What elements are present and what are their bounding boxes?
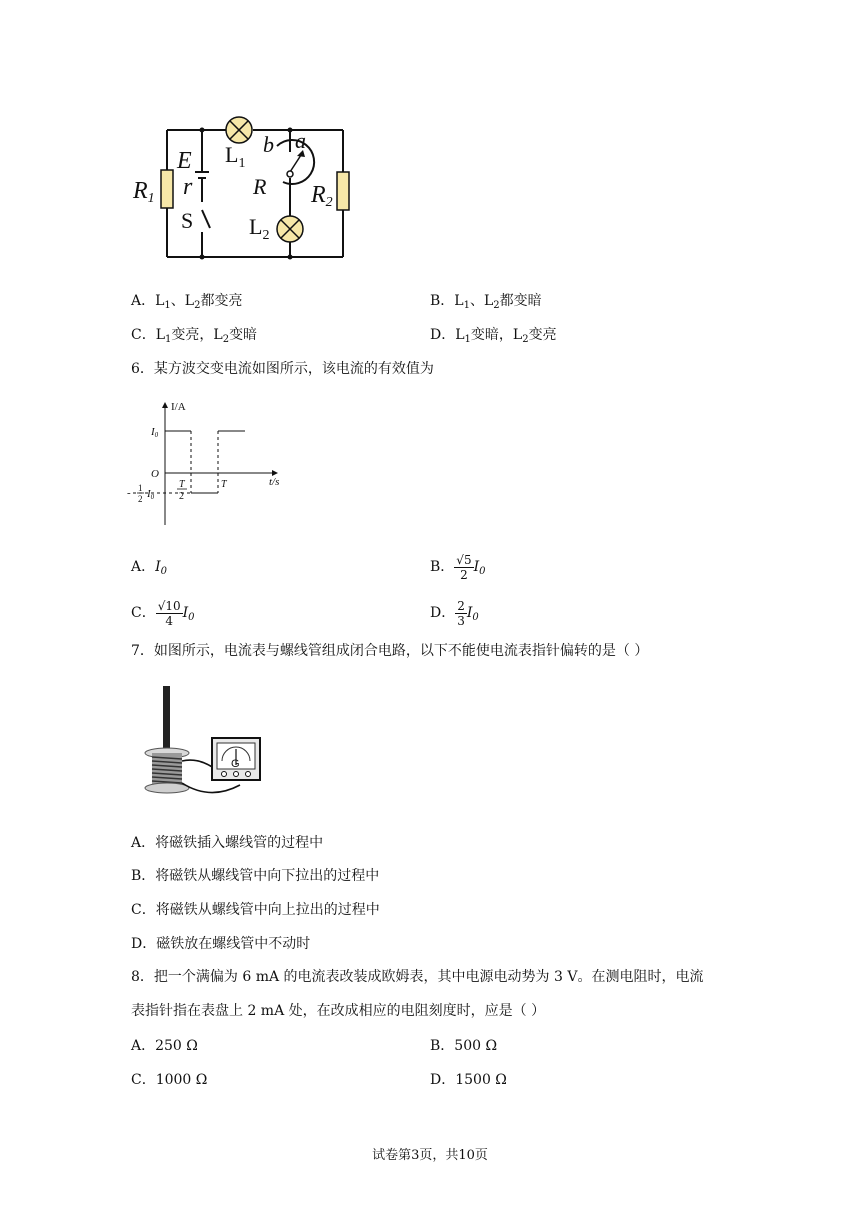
lamp-l2 (277, 216, 303, 242)
svg-text:R2: R2 (311, 182, 333, 210)
graph-t: T (221, 479, 227, 490)
q5-option-c[interactable]: C．$L_1$变亮，$L_2$变暗 (131, 327, 258, 345)
q7-option-b[interactable]: B．将磁铁从螺线管中向下拉出的过程中 (131, 868, 380, 884)
circuit-diagram (125, 110, 365, 270)
q7-option-c[interactable]: C．将磁铁从螺线管中向上拉出的过程中 (131, 902, 380, 918)
graph-x-label: t/s (269, 476, 280, 488)
lamp-l1 (226, 117, 252, 143)
q8-option-c[interactable]: C．1000 Ω (131, 1072, 208, 1088)
label-l1: L (225, 142, 239, 167)
q8-stem-line2: 表指针指在表盘上 2 mA 处，在改成相应的电阻刻度时，应是（ ） (131, 1003, 546, 1019)
label-r2: R (311, 182, 326, 208)
q6-option-b[interactable]: B． $\frac{√5}{2}$ $I_0$ (430, 552, 486, 582)
label-s: S (181, 208, 194, 233)
q8-option-a[interactable]: A．250 Ω (131, 1038, 198, 1054)
q8-option-b[interactable]: B．500 Ω (430, 1038, 498, 1054)
q5-option-d[interactable]: D．$L_1$变暗，$L_2$变亮 (430, 327, 557, 345)
q6-stem: 6．某方波交变电流如图所示，该电流的有效值为 (131, 361, 434, 377)
graph-half-t-num: T (179, 479, 185, 490)
q5-option-a[interactable]: A．$L_1$、$L_2$都变亮 (131, 293, 243, 311)
q5-option-b[interactable]: B．$L_1$、$L_2$都变暗 (430, 293, 542, 311)
label-a: a (295, 128, 306, 153)
magnet (163, 686, 170, 756)
q7-stem: 7．如图所示，电流表与螺线管组成闭合电路，以下不能使电流表指针偏转的是（ ） (131, 643, 649, 659)
page-footer: 试卷第3页，共10页 (372, 1148, 488, 1163)
graph-i0: I (151, 426, 155, 438)
label-b: b (263, 132, 274, 157)
q8-option-d[interactable]: D．1500 Ω (430, 1072, 507, 1088)
galvanometer-letter: G (231, 758, 240, 770)
label-l2: L (249, 214, 263, 239)
graph-neg-num: 1 (138, 483, 143, 493)
svg-text:I0: I0 (147, 488, 155, 501)
graph-y-label: I/A (171, 401, 186, 413)
resistor-r2 (337, 172, 349, 210)
svg-text:R1: R1 (133, 178, 155, 206)
svg-text:I0: I0 (151, 426, 159, 439)
q6-option-d[interactable]: D． $\frac{2}{3}$ $I_0$ (430, 598, 479, 628)
label-e: E (177, 148, 192, 174)
q7-option-d[interactable]: D．磁铁放在螺线管中不动时 (131, 936, 311, 952)
svg-text:L1: $L_1$ (225, 142, 246, 171)
label-r1: R (133, 178, 148, 204)
q7-option-a[interactable]: A．将磁铁插入螺线管的过程中 (131, 835, 324, 851)
graph-neg-sign: - (127, 487, 131, 499)
graph-origin: O (151, 468, 159, 480)
q8-stem-line1: 8．把一个满偏为 6 mA 的电流表改装成欧姆表，其中电源电动势为 3 V。在测电阻时，电流 (131, 969, 704, 985)
graph-half-t-den: 2 (179, 491, 184, 502)
graph-neg-i0: I (147, 488, 151, 500)
label-r: r (183, 174, 193, 200)
q6-option-c[interactable]: C． $\frac{√10}{4}$ $I_0$ (131, 598, 195, 628)
label-rheostat-r: R (253, 174, 267, 199)
graph-neg-den: 2 (138, 494, 143, 504)
q6-option-a[interactable]: A．$I_0$ (131, 559, 168, 577)
resistor-r1 (161, 170, 173, 208)
square-wave-graph (125, 395, 300, 540)
solenoid-galvanometer-figure (140, 683, 275, 805)
svg-text:L2: $L_2$ (249, 214, 270, 243)
